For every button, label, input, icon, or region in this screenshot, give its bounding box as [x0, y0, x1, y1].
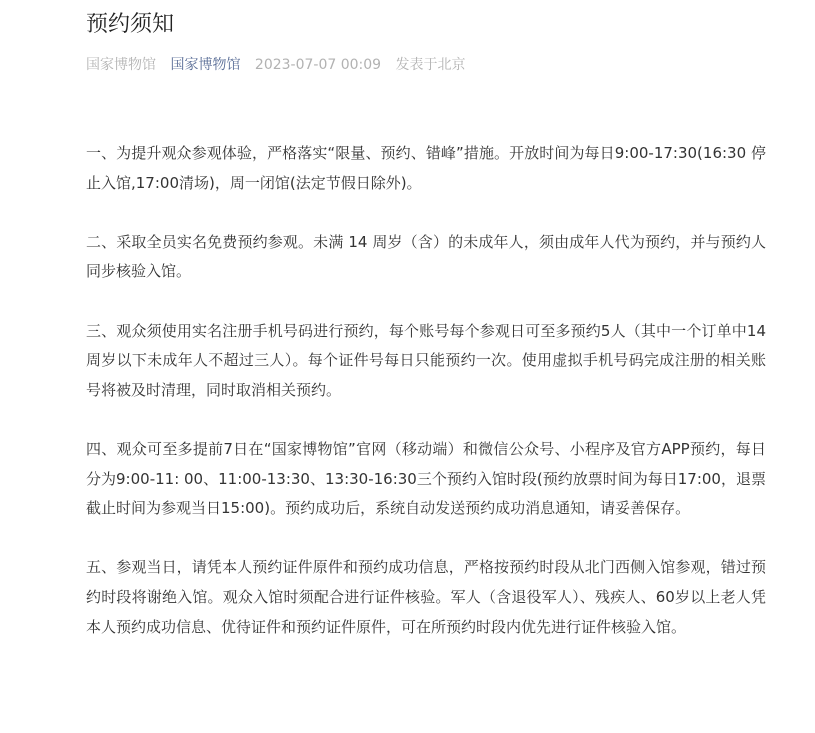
paragraph-1: 一、为提升观众参观体验，严格落实“限量、预约、错峰”措施。开放时间为每日9:00-17:30(16:30 停止入馆,17:00清场)，周一闭馆(法定节假日除外)。: [86, 144, 766, 192]
account-link[interactable]: 国家博物馆: [170, 57, 241, 73]
article-body: [86, 139, 766, 672]
publish-time: 2023-07-07 00:09: [254, 57, 382, 73]
paragraph-5: 五、参观当日，请凭本人预约证件原件和预约成功信息，严格按预约时段从北门西侧入馆参观，错过预约时段将谢绝入馆。观众入馆时须配合进行证件核验。军人（含退役军人）、残疾人、60岁以上老人凭本人预约成功信息、优待证件和预约证件原件，可在所预约时段内优先进行证件核验入馆。: [86, 558, 766, 636]
paragraph-3: 三、观众须使用实名注册手机号码进行预约，每个账号每个参观日可至多预约5人（其中一个订单中14周岁以下未成年人不超过三人）。每个证件号每日只能预约一次。使用虚拟手机号码完成注册的相关账号将被及时清理，同时取消相关预约。: [86, 321, 766, 399]
author-name: 国家博物馆: [86, 57, 156, 73]
article-meta: [86, 54, 476, 76]
article-title: 预约须知: [86, 12, 175, 37]
paragraph-2: 二、采取全员实名免费预约参观。未满 14 周岁（含）的未成年人，须由成年人代为预约，并与预约人同步核验入馆。: [86, 232, 766, 281]
paragraph-4: 四、观众可至多提前7日在“国家博物馆”官网（移动端）和微信公众号、小程序及官方APP预约，每日分为9:00-11: 00、11:00-13:30、13:30-16:30三个预约入馆时段(预约放票时间为每日17:00，退票截止时间为参观当日15:00)。预约成功后，系统自动发送预约成功消息通知，请妥善保存。: [86, 439, 766, 518]
publish-location: 发表于北京: [395, 57, 466, 73]
